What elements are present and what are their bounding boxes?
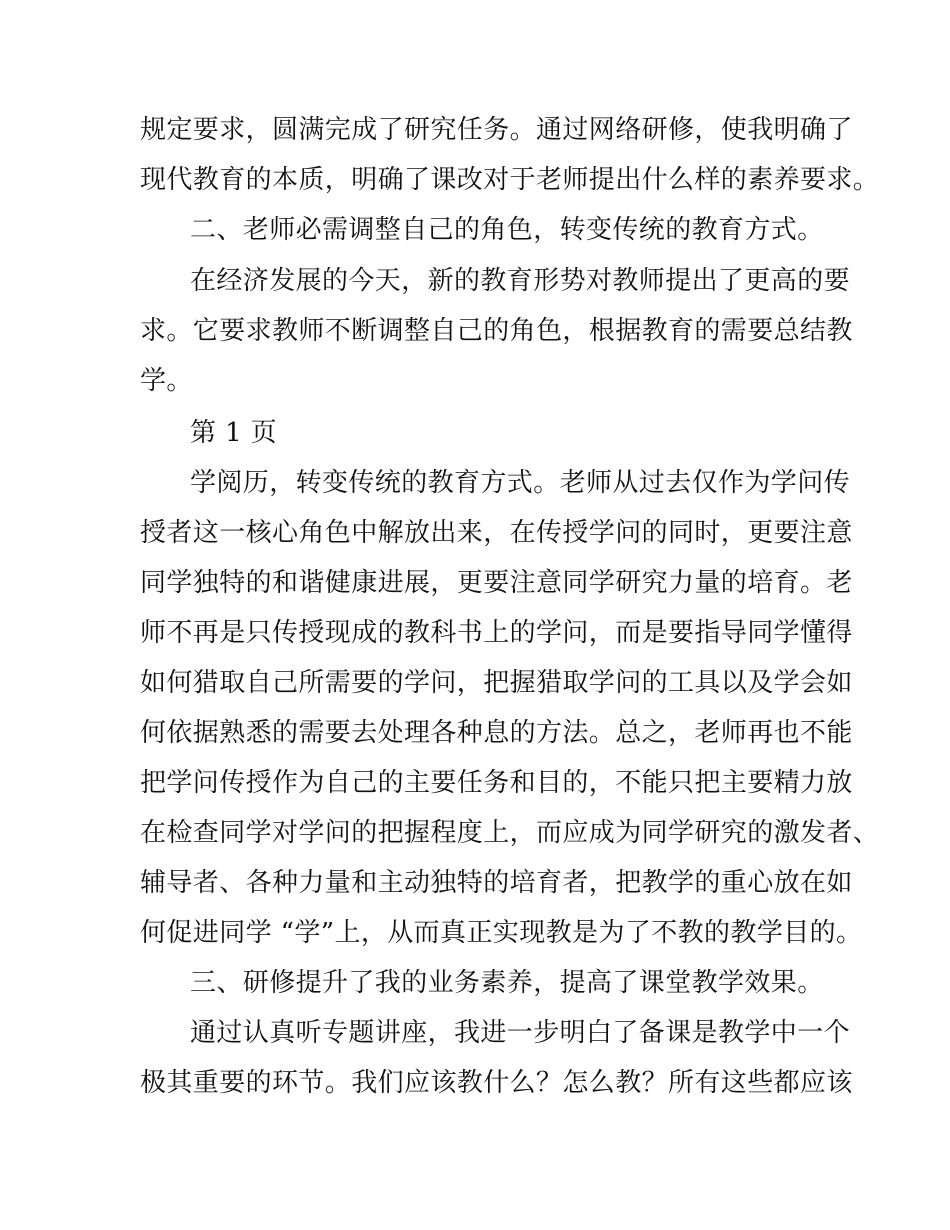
text-line: 辅导者、各种力量和主动独特的培育者，把教学的重心放在如 — [140, 868, 853, 898]
text-line: 授者这一核心角色中解放出来，在传授学问的同时，更要注意 — [140, 518, 853, 548]
text-line: 现代教育的本质，明确了课改对于老师提出什么样的素养要求。 — [140, 165, 880, 195]
text-line: 通过认真听专题讲座，我进一步明白了备课是教学中一个 — [190, 1018, 851, 1048]
text-line: 何促进同学 “学”上，从而真正实现教是为了不教的教学目的。 — [140, 918, 863, 948]
text-line: 在经济发展的今天，新的教育形势对教师提出了更高的要 — [190, 266, 851, 296]
text-line: 极其重要的环节。我们应该教什么？怎么教？所有这些都应该 — [140, 1068, 853, 1098]
text-line: 同学独特的和谐健康进展，更要注意同学研究力量的培育。老 — [140, 568, 853, 598]
page-number: 第 1 页 — [190, 418, 278, 448]
section-heading: 三、研修提升了我的业务素养，提高了课堂教学效果。 — [190, 968, 824, 998]
section-heading: 二、老师必需调整自己的角色，转变传统的教育方式。 — [190, 215, 824, 245]
text-line: 如何猎取自己所需要的学问，把握猎取学问的工具以及学会如 — [140, 668, 853, 698]
text-line: 规定要求，圆满完成了研究任务。通过网络研修，使我明确了 — [140, 115, 853, 145]
text-line: 学阅历，转变传统的教育方式。老师从过去仅作为学问传 — [190, 468, 851, 498]
text-line: 师不再是只传授现成的教科书上的学问，而是要指导同学懂得 — [140, 618, 853, 648]
text-line: 求。它要求教师不断调整自己的角色，根据教育的需要总结教 — [140, 316, 853, 346]
text-line: 在检查同学对学问的把握程度上，而应成为同学研究的激发者、 — [140, 818, 880, 848]
text-line: 何依据熟悉的需要去处理各种息的方法。总之，老师再也不能 — [140, 718, 853, 748]
text-line: 学。 — [140, 366, 193, 396]
text-line: 把学问传授作为自己的主要任务和目的，不能只把主要精力放 — [140, 768, 853, 798]
